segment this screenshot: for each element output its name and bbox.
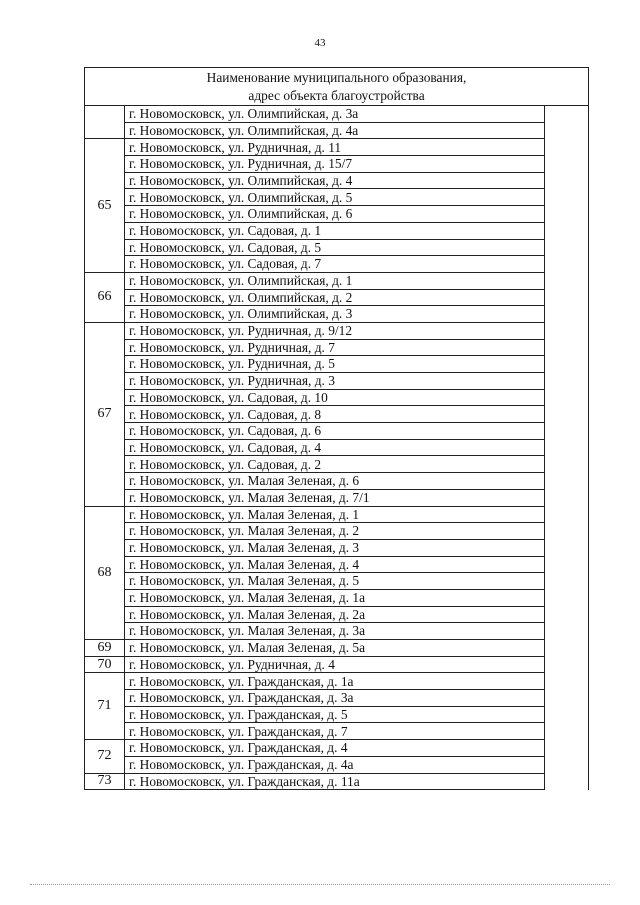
address-cell: г. Новомосковск, ул. Олимпийская, д. 5 — [125, 189, 545, 206]
empty-cell — [545, 740, 589, 757]
empty-cell — [545, 706, 589, 723]
empty-cell — [545, 322, 589, 339]
empty-cell — [545, 189, 589, 206]
empty-cell — [545, 673, 589, 690]
address-cell: г. Новомосковск, ул. Олимпийская, д. 3а — [125, 106, 545, 123]
table-row — [85, 206, 589, 223]
address-cell: г. Новомосковск, ул. Гражданская, д. 3а — [125, 690, 545, 707]
empty-cell — [545, 623, 589, 640]
empty-cell — [545, 573, 589, 590]
empty-cell — [545, 272, 589, 289]
page-number: 43 — [314, 37, 326, 49]
address-cell: г. Новомосковск, ул. Гражданская, д. 11а — [125, 773, 545, 790]
address-cell: г. Новомосковск, ул. Гражданская, д. 7 — [125, 723, 545, 740]
table-row — [85, 339, 589, 356]
empty-cell — [545, 406, 589, 423]
table-row — [85, 656, 589, 673]
empty-cell — [545, 640, 589, 657]
table-row — [85, 272, 589, 289]
empty-cell — [545, 139, 589, 156]
footer-divider — [30, 884, 610, 887]
empty-cell — [545, 756, 589, 773]
address-cell: г. Новомосковск, ул. Олимпийская, д. 4 — [125, 172, 545, 189]
table-row — [85, 556, 589, 573]
empty-cell — [545, 589, 589, 606]
group-number: 73 — [85, 773, 125, 790]
address-cell: г. Новомосковск, ул. Гражданская, д. 4 — [125, 740, 545, 757]
table-row — [85, 640, 589, 657]
empty-cell — [545, 439, 589, 456]
table-row — [85, 289, 589, 306]
address-cell: г. Новомосковск, ул. Рудничная, д. 11 — [125, 139, 545, 156]
table-row — [85, 740, 589, 757]
table-row — [85, 723, 589, 740]
table-row — [85, 306, 589, 323]
group-number: 68 — [85, 506, 125, 640]
empty-cell — [545, 473, 589, 490]
empty-cell — [545, 489, 589, 506]
empty-cell — [545, 172, 589, 189]
address-cell: г. Новомосковск, ул. Олимпийская, д. 2 — [125, 289, 545, 306]
address-cell: г. Новомосковск, ул. Садовая, д. 5 — [125, 239, 545, 256]
address-cell: г. Новомосковск, ул. Олимпийская, д. 6 — [125, 206, 545, 223]
address-cell: г. Новомосковск, ул. Садовая, д. 6 — [125, 423, 545, 440]
empty-cell — [545, 206, 589, 223]
empty-cell — [545, 122, 589, 139]
empty-cell — [545, 222, 589, 239]
group-number: 66 — [85, 272, 125, 322]
table-row — [85, 456, 589, 473]
table-row — [85, 106, 589, 123]
empty-cell — [545, 690, 589, 707]
table-row — [85, 222, 589, 239]
address-cell: г. Новомосковск, ул. Малая Зеленая, д. 4 — [125, 556, 545, 573]
table-row — [85, 606, 589, 623]
address-cell: г. Новомосковск, ул. Олимпийская, д. 3 — [125, 306, 545, 323]
table-row — [85, 623, 589, 640]
empty-cell — [545, 289, 589, 306]
table-row — [85, 389, 589, 406]
address-cell: г. Новомосковск, ул. Малая Зеленая, д. 3 — [125, 539, 545, 556]
address-cell: г. Новомосковск, ул. Малая Зеленая, д. 2 — [125, 523, 545, 540]
empty-cell — [545, 523, 589, 540]
table-row — [85, 673, 589, 690]
group-number: 71 — [85, 673, 125, 740]
empty-cell — [545, 456, 589, 473]
address-cell: г. Новомосковск, ул. Олимпийская, д. 1 — [125, 272, 545, 289]
empty-cell — [545, 339, 589, 356]
address-cell: г. Новомосковск, ул. Садовая, д. 1 — [125, 222, 545, 239]
address-cell: г. Новомосковск, ул. Рудничная, д. 3 — [125, 373, 545, 390]
table-row — [85, 589, 589, 606]
address-cell: г. Новомосковск, ул. Рудничная, д. 5 — [125, 356, 545, 373]
address-cell: г. Новомосковск, ул. Садовая, д. 10 — [125, 389, 545, 406]
group-number: 72 — [85, 740, 125, 773]
table-row — [85, 423, 589, 440]
empty-cell — [545, 656, 589, 673]
empty-cell — [545, 539, 589, 556]
table-row — [85, 690, 589, 707]
address-table — [84, 67, 589, 790]
empty-cell — [545, 556, 589, 573]
address-cell: г. Новомосковск, ул. Гражданская, д. 1а — [125, 673, 545, 690]
empty-cell — [545, 723, 589, 740]
table-row — [85, 156, 589, 173]
address-cell: г. Новомосковск, ул. Садовая, д. 2 — [125, 456, 545, 473]
table-row — [85, 773, 589, 790]
empty-cell — [545, 256, 589, 273]
table-row — [85, 189, 589, 206]
table-row — [85, 506, 589, 523]
table-row — [85, 356, 589, 373]
address-cell: г. Новомосковск, ул. Рудничная, д. 9/12 — [125, 322, 545, 339]
table-row — [85, 172, 589, 189]
empty-cell — [545, 389, 589, 406]
empty-cell — [545, 239, 589, 256]
table-row — [85, 139, 589, 156]
address-cell: г. Новомосковск, ул. Малая Зеленая, д. 1 — [125, 506, 545, 523]
address-cell: г. Новомосковск, ул. Гражданская, д. 4а — [125, 756, 545, 773]
table-row — [85, 706, 589, 723]
table-row — [85, 406, 589, 423]
address-cell: г. Новомосковск, ул. Малая Зеленая, д. 6 — [125, 473, 545, 490]
empty-cell — [545, 373, 589, 390]
address-cell: г. Новомосковск, ул. Садовая, д. 4 — [125, 439, 545, 456]
table-row — [85, 439, 589, 456]
table-header-row — [85, 68, 589, 106]
empty-cell — [545, 773, 589, 790]
empty-cell — [545, 606, 589, 623]
table-row — [85, 256, 589, 273]
empty-cell — [545, 506, 589, 523]
address-cell: г. Новомосковск, ул. Садовая, д. 8 — [125, 406, 545, 423]
address-cell: г. Новомосковск, ул. Малая Зеленая, д. 5а — [125, 640, 545, 657]
group-number: 69 — [85, 640, 125, 657]
table-header — [85, 68, 589, 106]
table-row — [85, 756, 589, 773]
table-row — [85, 473, 589, 490]
address-cell: г. Новомосковск, ул. Садовая, д. 7 — [125, 256, 545, 273]
address-cell: г. Новомосковск, ул. Рудничная, д. 7 — [125, 339, 545, 356]
address-table-body — [85, 68, 589, 790]
group-number — [85, 106, 125, 139]
address-cell: г. Новомосковск, ул. Рудничная, д. 15/7 — [125, 156, 545, 173]
empty-cell — [545, 306, 589, 323]
empty-cell — [545, 156, 589, 173]
table-row — [85, 523, 589, 540]
table-row — [85, 489, 589, 506]
empty-cell — [545, 356, 589, 373]
group-number: 65 — [85, 139, 125, 273]
group-number: 70 — [85, 656, 125, 673]
table-row — [85, 373, 589, 390]
table-row — [85, 122, 589, 139]
address-cell: г. Новомосковск, ул. Малая Зеленая, д. 7/1 — [125, 489, 545, 506]
address-cell: г. Новомосковск, ул. Малая Зеленая, д. 2а — [125, 606, 545, 623]
header-line-2: адрес объекта благоустройства — [248, 87, 425, 103]
empty-cell — [545, 423, 589, 440]
table-row — [85, 539, 589, 556]
table-row — [85, 573, 589, 590]
table-row — [85, 322, 589, 339]
address-cell: г. Новомосковск, ул. Олимпийская, д. 4а — [125, 122, 545, 139]
address-cell: г. Новомосковск, ул. Гражданская, д. 5 — [125, 706, 545, 723]
table-row — [85, 239, 589, 256]
header-line-1: Наименование муниципального образования, — [206, 70, 467, 86]
address-cell: г. Новомосковск, ул. Малая Зеленая, д. 3а — [125, 623, 545, 640]
group-number: 67 — [85, 322, 125, 506]
empty-cell — [545, 106, 589, 123]
address-cell: г. Новомосковск, ул. Малая Зеленая, д. 5 — [125, 573, 545, 590]
address-cell: г. Новомосковск, ул. Рудничная, д. 4 — [125, 656, 545, 673]
address-cell: г. Новомосковск, ул. Малая Зеленая, д. 1а — [125, 589, 545, 606]
